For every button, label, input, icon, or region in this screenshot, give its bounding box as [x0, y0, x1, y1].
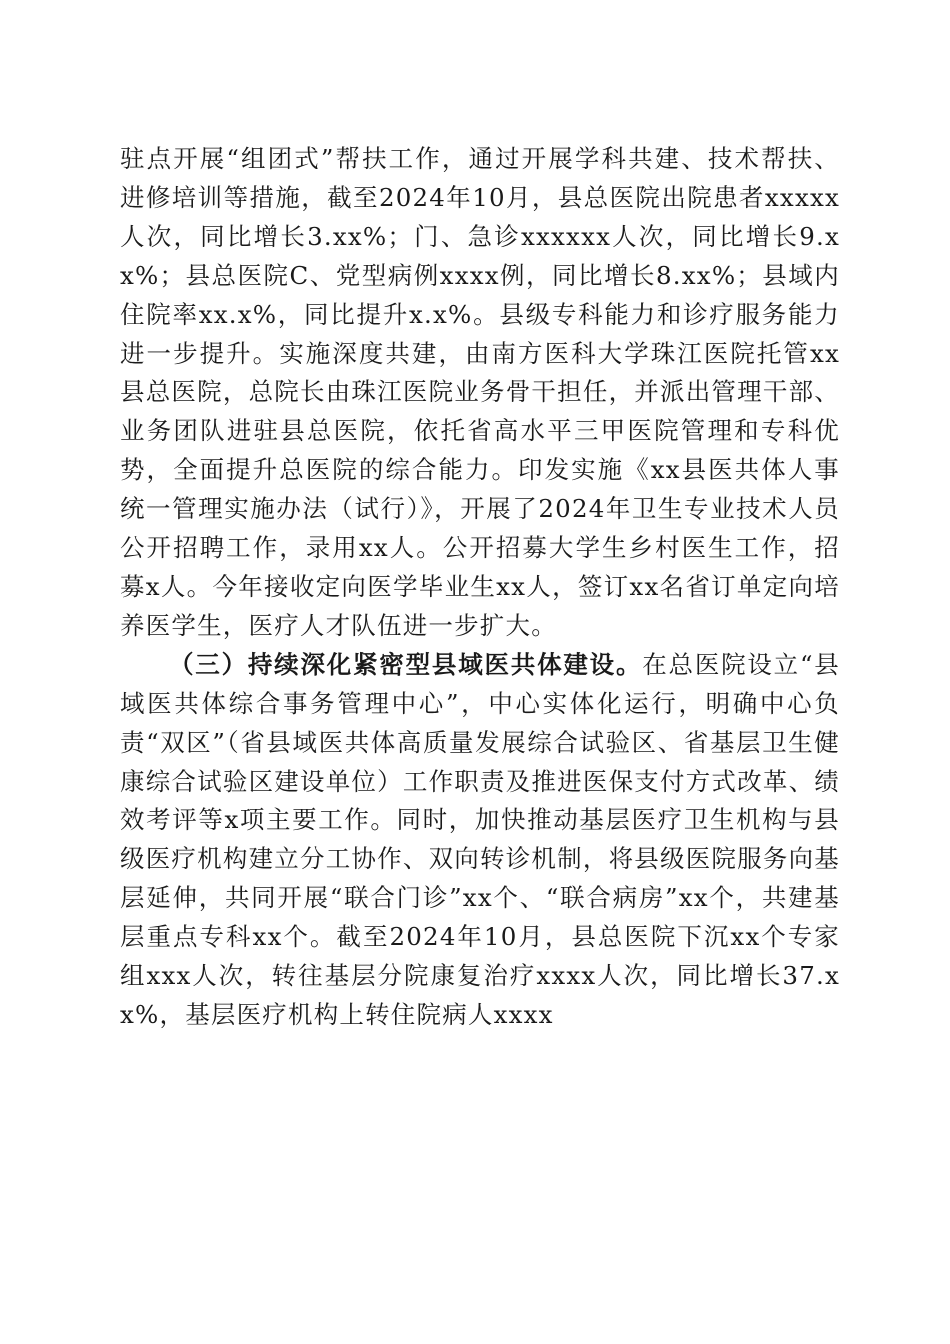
- section-body: 在总医院设立“县域医共体综合事务管理中心”，中心实体化运行，明确中心负责“双区”（省县域医共体高质量发展综合试验区、省基层卫生健康综合试验区建设单位）工作职责及推进医保支付方式改革、绩效考评等x项主要工作。同时，加快推动基层医疗卫生机构与县级医疗机构建立分工协作、双向转诊机制，将县级医院服务向基层延伸，共同开展“联合门诊”xx个、“联合病房”xx个，共建基层重点专科xx个。截至2024年10月，县总医院下沉xx个专家组xxx人次，转往基层分院康复治疗xxxx人次，同比增长37.xx%，基层医疗机构上转住院病人xxxx: [120, 649, 840, 1029]
- body-text: [120, 140, 840, 1035]
- paragraph-section-three: [120, 646, 840, 1035]
- section-heading: （三）持续深化紧密型县域医共体建设。: [169, 649, 643, 679]
- paragraph-continuation: 驻点开展“组团式”帮扶工作，通过开展学科共建、技术帮扶、进修培训等措施，截至2024年10月，县总医院出院患者xxxxx人次，同比增长3.xx%；门、急诊xxxxxx人次，同比增长9.xx%；县总医院C、党型病例xxxx例，同比增长8.xx%；县域内住院率xx.x%，同比提升x.x%。县级专科能力和诊疗服务能力进一步提升。实施深度共建，由南方医科大学珠江医院托管xx县总医院，总院长由珠江医院业务骨干担任，并派出管理干部、业务团队进驻县总医院，依托省高水平三甲医院管理和专科优势，全面提升总医院的综合能力。印发实施《xx县医共体人事统一管理实施办法（试行）》，开展了2024年卫生专业技术人员公开招聘工作，录用xx人。公开招募大学生乡村医生工作，招募x人。今年接收定向医学毕业生xx人，签订xx名省订单定向培养医学生，医疗人才队伍进一步扩大。: [120, 144, 840, 640]
